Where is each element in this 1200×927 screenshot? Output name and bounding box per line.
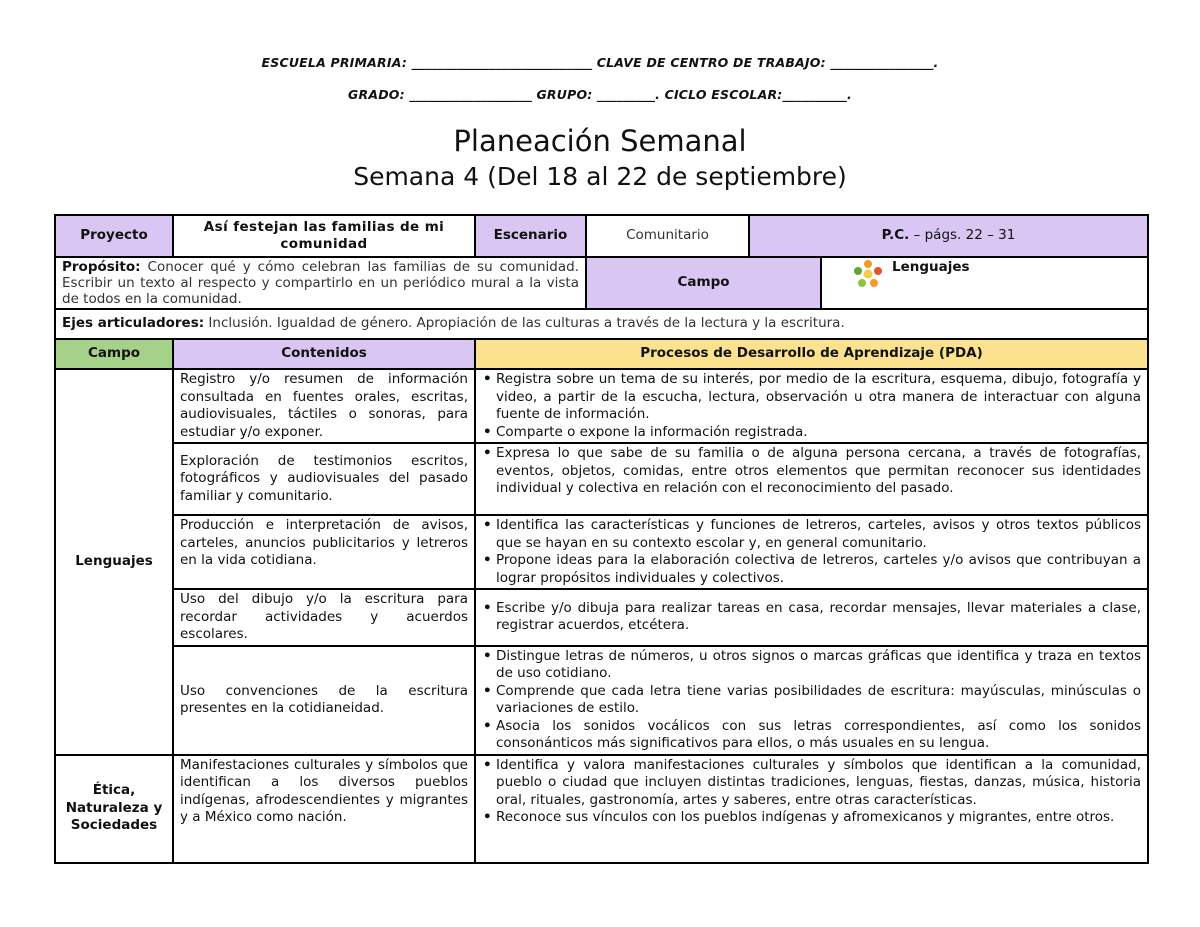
ejes-cell [55, 309, 1148, 339]
pda-item: • Registra sobre un tema de su interés, por medio de la escritura, esquema, dibujo, fotografía y video, a partir de la escucha, lectura, observación u otra manera de interactuar con alguna fuente de información. [496, 371, 1141, 424]
contenido-cell: Manifestaciones culturales y símbolos que identifican a los diversos pueblos indígenas, afrodescendientes y migrantes y a México como nación. [173, 755, 475, 863]
pc-cell [749, 215, 1148, 257]
pda-item: • Comprende que cada letra tiene varias posibilidades de escritura: mayúsculas, minúsculas o variaciones de estilo. [496, 683, 1141, 718]
proyecto-label: Proyecto [55, 215, 173, 257]
ejes-text: Inclusión. Igualdad de género. Apropiación de las culturas a través de la lectura y la escritura. [204, 315, 845, 332]
pc-label: P.C. [881, 227, 910, 244]
table-row [55, 646, 1148, 755]
proposito-text: Conocer qué y cómo celebran las familias de su comunidad. Escribir un texto al respecto y compartirlo en un periódico mural a la vista de todos en la comunidad. [62, 259, 579, 307]
proposito-cell [55, 257, 586, 309]
pda-cell [475, 755, 1148, 863]
page-title: Planeación Semanal [453, 124, 747, 158]
col-header-contenidos: Contenidos [173, 339, 475, 369]
pda-item: • Escribe y/o dibuja para realizar tareas en casa, recordar mensajes, llevar materiales a clase, registrar acuerdos, etcétera. [496, 600, 1141, 635]
planning-table [54, 214, 1149, 864]
pda-item: • Reconoce sus vínculos con los pueblos indígenas y afromexicanos y migrantes, entre otros. [496, 809, 1141, 827]
contenido-cell: Registro y/o resumen de información consultada en fuentes orales, escritas, audiovisuales, táctiles o sonoras, para estudiar y/o exponer. [173, 369, 475, 443]
proyecto-value: Así festejan las familias de mi comunidad [173, 215, 475, 257]
pda-cell [475, 443, 1148, 515]
pda-item: • Propone ideas para la elaboración colectiva de letreros, carteles y/o avisos que contribuyan a lograr propósitos individuales y colectivos. [496, 552, 1141, 587]
contenido-cell: Exploración de testimonios escritos, fotográficos y audiovisuales del pasado familiar y comunitario. [173, 443, 475, 515]
campo-value-cell [821, 257, 1148, 309]
pda-item: • Identifica y valora manifestaciones culturales y símbolos que identifican a la comunidad, pueblo o ciudad que incluyen distintas tradiciones, lenguas, fiestas, danzas, música, historia oral, rituales, gastronomía, artes y saberes, entre otras características. [496, 757, 1141, 810]
table-row [55, 589, 1148, 646]
pda-cell [475, 369, 1148, 443]
school-header-line: ESCUELA PRIMARIA: ____________________________ CLAVE DE CENTRO DE TRABAJO: ________________. [261, 55, 939, 70]
pda-item: • Distingue letras de números, u otros signos o marcas gráficas que identifica y traza en textos de uso cotidiano. [496, 648, 1141, 683]
table-row [55, 755, 1148, 863]
lenguajes-flower-icon [852, 259, 884, 289]
proposito-label: Propósito: [62, 259, 141, 275]
grade-header-line: GRADO: ___________________ GRUPO: _________. CICLO ESCOLAR:__________. [348, 87, 852, 102]
campo-label: Campo [586, 257, 821, 309]
pda-item: • Comparte o expone la información registrada. [496, 424, 1141, 442]
ejes-label: Ejes articuladores: [62, 315, 205, 332]
pc-pages: – págs. 22 – 31 [909, 227, 1016, 244]
table-row [55, 443, 1148, 515]
campo-value: Lenguajes [892, 259, 970, 275]
pda-cell [475, 589, 1148, 646]
col-header-pda: Procesos de Desarrollo de Aprendizaje (PDA) [475, 339, 1148, 369]
contenido-cell: Uso del dibujo y/o la escritura para recordar actividades y acuerdos escolares. [173, 589, 475, 646]
table-row [55, 369, 1148, 443]
contenido-cell: Uso convenciones de la escritura presentes en la cotidianeidad. [173, 646, 475, 755]
contenido-cell: Producción e interpretación de avisos, carteles, anuncios publicitarios y letreros en la vida cotidiana. [173, 515, 475, 589]
pda-cell [475, 646, 1148, 755]
page-subtitle: Semana 4 (Del 18 al 22 de septiembre) [353, 162, 847, 191]
escenario-label: Escenario [475, 215, 586, 257]
escenario-value: Comunitario [586, 215, 749, 257]
pda-item: • Asocia los sonidos vocálicos con sus letras correspondientes, así como los sonidos consonánticos más significativos para ellos, o más usuales en su lengua. [496, 718, 1141, 753]
campo-cell-etica: Ética, Naturaleza y Sociedades [55, 755, 173, 863]
campo-cell-lenguajes: Lenguajes [55, 369, 173, 755]
col-header-campo: Campo [55, 339, 173, 369]
table-row [55, 515, 1148, 589]
pda-item: • Identifica las características y funciones de letreros, carteles, avisos y otros textos públicos que se hayan en su contexto escolar y, en general comunitario. [496, 517, 1141, 552]
pda-cell [475, 515, 1148, 589]
pda-item: • Expresa lo que sabe de su familia o de alguna persona cercana, a través de fotografías, eventos, objetos, comidas, entre otros elementos que permitan reconocer sus identidades individual y colectiva en relación con el reconocimiento del pasado. [496, 445, 1141, 498]
